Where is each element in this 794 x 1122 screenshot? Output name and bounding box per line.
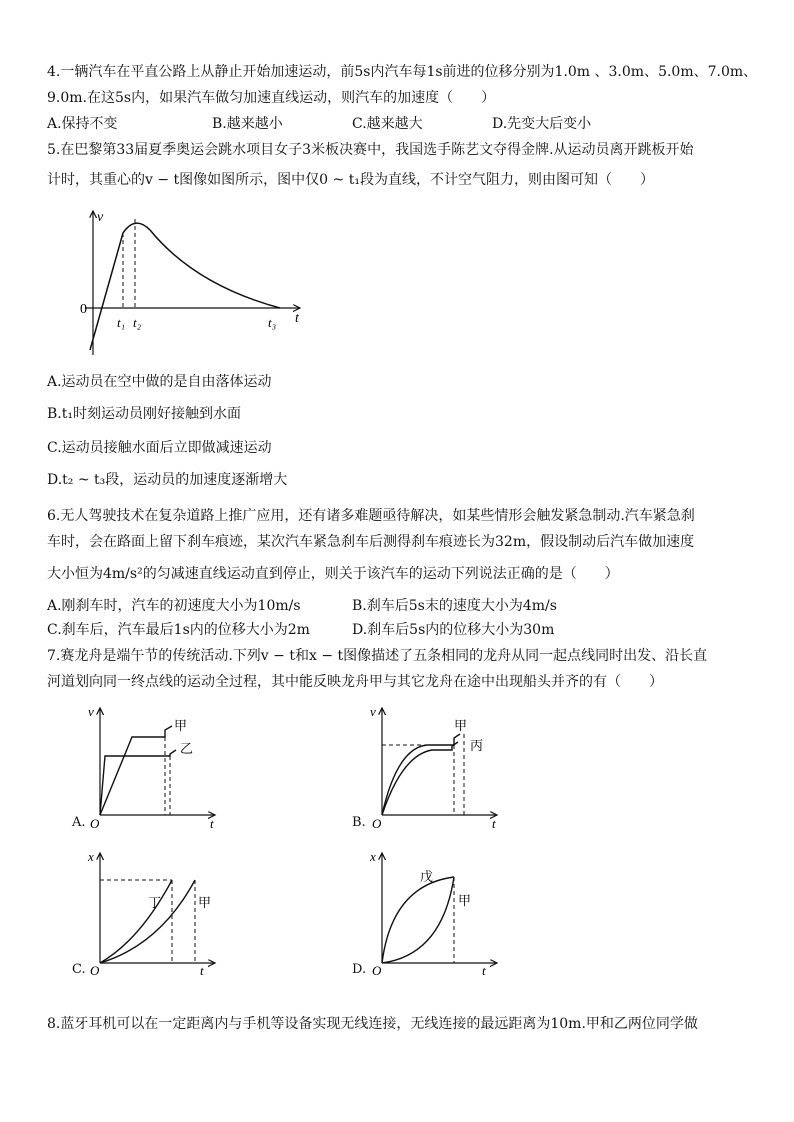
q5-vt-graph [75,205,315,360]
svg-text:x: x [88,849,94,864]
q4-option-a: A.保持不变 [47,116,118,132]
svg-text:t: t [482,963,486,975]
q7-graph-a [70,700,230,830]
q5-option-b: B.t₁时刻运动员刚好接触到水面 [47,406,241,422]
q6-stem-line3: 大小恒为4m/s²的匀减速直线运动直到停止，则关于该汽车的运动下列说法正确的是（ ） [47,566,619,582]
q5-t1-label: t₁ [117,315,126,330]
svg-text:x: x [370,849,376,864]
svg-text:甲: 甲 [174,718,188,733]
q7-stem-line1: 7.赛龙舟是端午节的传统活动.下列v − t和x − t图像描述了五条相同的龙舟从同一起点线同时出发、沿长直 [47,648,708,664]
q7-graph-b [352,700,512,830]
svg-text:甲: 甲 [458,893,472,908]
q7-graph-b-letter: B. [352,815,366,830]
q6-option-a: A.刚刹车时，汽车的初速度大小为10m/s [47,598,301,614]
svg-text:O: O [90,816,100,830]
svg-text:丁: 丁 [148,895,162,910]
svg-text:t: t [210,816,214,830]
svg-text:甲: 甲 [198,895,212,910]
q4-stem-line2: 9.0m.在这5s内，如果汽车做匀加速直线运动，则汽车的加速度（ ） [47,90,496,106]
q7-graph-a-letter: A. [72,815,86,830]
q7-graph-d [352,845,512,975]
q5-t2-label: t₂ [133,315,142,330]
svg-text:t: t [200,963,204,975]
q5-option-c: C.运动员接触水面后立即做减速运动 [47,440,272,456]
q4-option-c: C.越来越大 [352,116,423,132]
q6-option-b: B.刹车后5s末的速度大小为4m/s [352,598,557,614]
svg-text:v: v [88,704,94,719]
svg-text:O: O [372,963,382,975]
q6-stem-line2: 车时，会在路面上留下刹车痕迹，某次汽车紧急刹车后测得刹车痕迹长为32m，假设制动后汽车做加速度 [47,534,695,550]
q7-graph-c-letter: C. [72,962,86,977]
q5-curve [90,223,280,350]
q8-stem-line1: 8.蓝牙耳机可以在一定距离内与手机等设备实现无线连接，无线连接的最远距离为10m.甲和乙两位同学做 [47,1016,698,1032]
q6-option-c: C.刹车后，汽车最后1s内的位移大小为2m [47,622,310,638]
q5-option-d: D.t₂ ~ t₃段，运动员的加速度逐渐增大 [47,472,288,488]
q5-t3-label: t₃ [268,315,277,330]
svg-text:丙: 丙 [470,738,484,753]
svg-text:乙: 乙 [180,741,194,756]
q7-graph-d-letter: D. [352,962,367,977]
svg-text:O: O [372,816,382,830]
svg-text:t: t [492,816,496,830]
q6-option-d: D.刹车后5s内的位移大小为30m [352,622,555,638]
q5-stem-line2: 计时，其重心的v − t图像如图所示，图中仅0 ~ t₁段为直线，不计空气阻力，则由图可知（ ） [47,172,654,188]
q5-option-a: A.运动员在空中做的是自由落体运动 [47,374,272,390]
svg-text:甲: 甲 [454,718,468,733]
q5-v-label: v [97,210,104,225]
q5-stem-line1: 5.在巴黎第33届夏季奥运会跳水项目女子3米板决赛中，我国选手陈艺文夺得金牌.从运动员离开跳板开始 [47,142,694,158]
q5-origin-label: 0 [80,302,87,317]
q6-stem-line1: 6.无人驾驶技术在复杂道路上推广应用，还有诸多难题亟待解决，如某些情形会触发紧急制动.汽车紧急刹 [47,508,695,524]
q7-graph-c [70,845,230,975]
q5-t-label: t [295,311,299,326]
q4-stem-line1: 4.一辆汽车在平直公路上从静止开始加速运动，前5s内汽车每1s前进的位移分别为1.0m 、3.0m、5.0m、7.0m、 [47,64,758,80]
q4-option-d: D.先变大后变小 [492,116,592,132]
svg-text:戊: 戊 [420,869,434,884]
q4-option-b: B.越来越小 [212,116,283,132]
q7-stem-line2: 河道划向同一终点线的运动全过程，其中能反映龙舟甲与其它龙舟在途中出现船头并齐的有（ ） [47,674,663,690]
svg-text:O: O [90,963,100,975]
svg-text:v: v [370,704,376,719]
